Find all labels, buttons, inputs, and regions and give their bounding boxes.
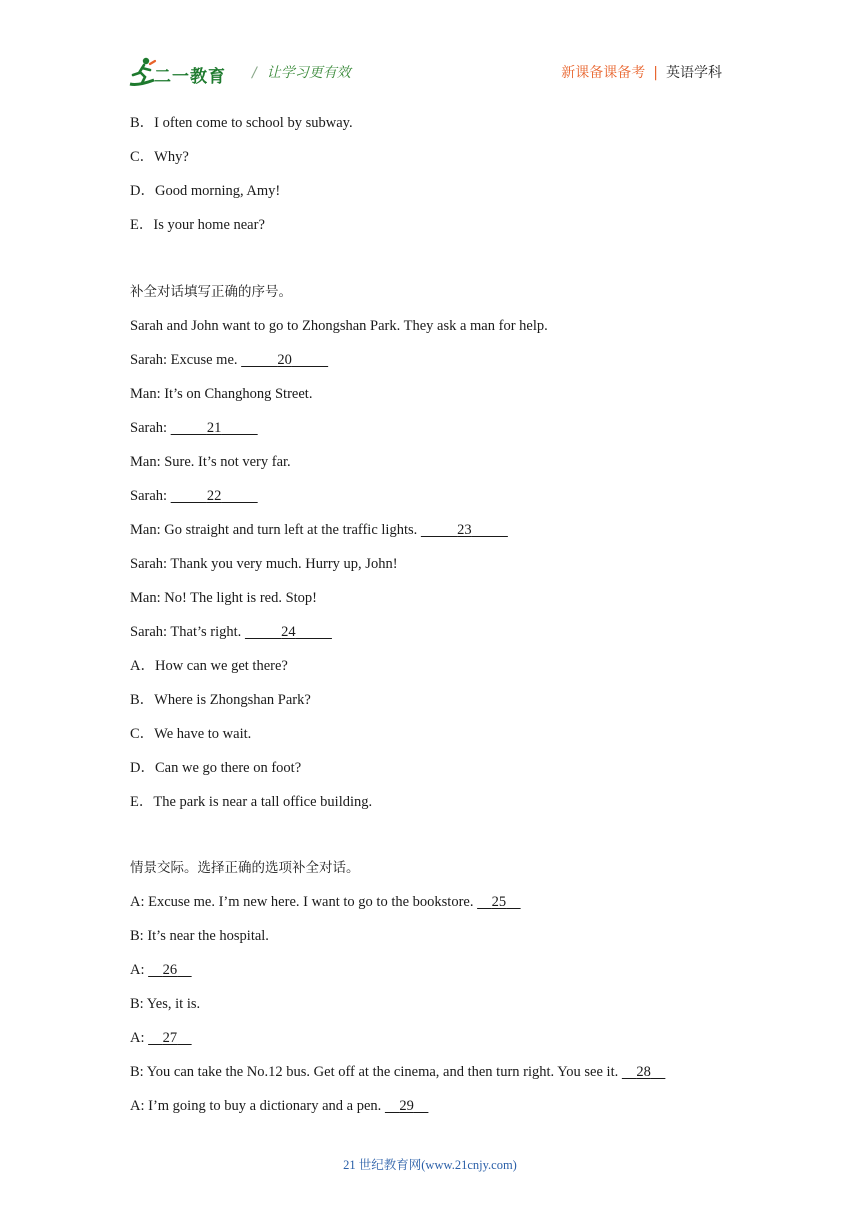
option-d: D．Can we go there on foot? [130,760,302,776]
option-b: B．I often come to school by subway. [130,115,353,131]
dialogue-intro: Sarah and John want to go to Zhongshan Park. They ask a man for help. [130,318,548,334]
logo-text: 二一教育 [154,67,226,87]
option-b: B．Where is Zhongshan Park? [130,692,311,708]
section-instruction: 情景交际。选择正确的选项补全对话。 [130,860,360,876]
answer-blank[interactable]: 22 [206,488,222,504]
option-c: C．We have to wait. [130,726,252,742]
answer-blank[interactable]: 24 [281,624,296,640]
dialogue-line: Man: Go straight and turn left at the traffic lights. 23 [130,521,508,539]
dialogue-line: B: It’s near the hospital. [130,928,269,944]
answer-blank[interactable]: 29 [399,1098,414,1114]
dialogue-line: A: I’m going to buy a dictionary and a pen. 29 [130,1097,428,1115]
dialogue-line: Sarah: 22 [130,487,258,505]
dialogue-line: Sarah: 21 [130,419,258,437]
dialogue-line: Sarah: Excuse me. 20 [130,351,328,369]
dialogue-line: Man: It’s on Changhong Street. [130,386,313,402]
answer-blank[interactable]: 27 [162,1030,178,1046]
option-d: D．Good morning, Amy! [130,183,281,199]
dialogue-line: B: You can take the No.12 bus. Get off at the cinema, and then turn right. You see it. 28 [130,1063,665,1081]
slogan-text: 让学习更有效 [266,65,351,81]
dialogue-line: Man: Sure. It’s not very far. [130,454,291,470]
slogan: / 让学习更有效 [252,65,351,81]
tag-course-prep: 新课备课备考 [561,65,646,81]
dialogue-line: A: 26 [130,961,192,979]
answer-blank[interactable]: 26 [162,962,178,978]
option-e: E．Is your home near? [130,217,265,233]
dialogue-line: A: 27 [130,1029,192,1047]
option-a: A．How can we get there? [130,658,288,674]
answer-blank[interactable]: 20 [277,352,292,368]
answer-blank[interactable]: 21 [206,420,222,436]
tag-subject: 英语学科 [666,65,722,81]
answer-blank[interactable]: 25 [491,894,507,910]
dialogue-line: Sarah: That’s right. 24 [130,623,332,641]
answer-blank[interactable]: 28 [636,1064,651,1080]
option-e: E．The park is near a tall office building. [130,794,373,810]
logo [128,56,242,88]
header-tags: 新课备课备考 | 英语学科 [561,65,722,81]
dialogue-line: Man: No! The light is red. Stop! [130,590,318,606]
page-footer: 21 世纪教育网(www.21cnjy.com) [343,1158,517,1172]
option-c: C．Why? [130,149,189,165]
dialogue-line: B: Yes, it is. [130,996,201,1012]
section-instruction: 补全对话填写正确的序号。 [130,284,292,300]
answer-blank[interactable]: 23 [457,522,472,538]
page-header [0,0,860,100]
dialogue-line: Sarah: Thank you very much. Hurry up, John! [130,556,398,572]
dialogue-line: A: Excuse me. I’m new here. I want to go to the bookstore. 25 [130,893,521,911]
